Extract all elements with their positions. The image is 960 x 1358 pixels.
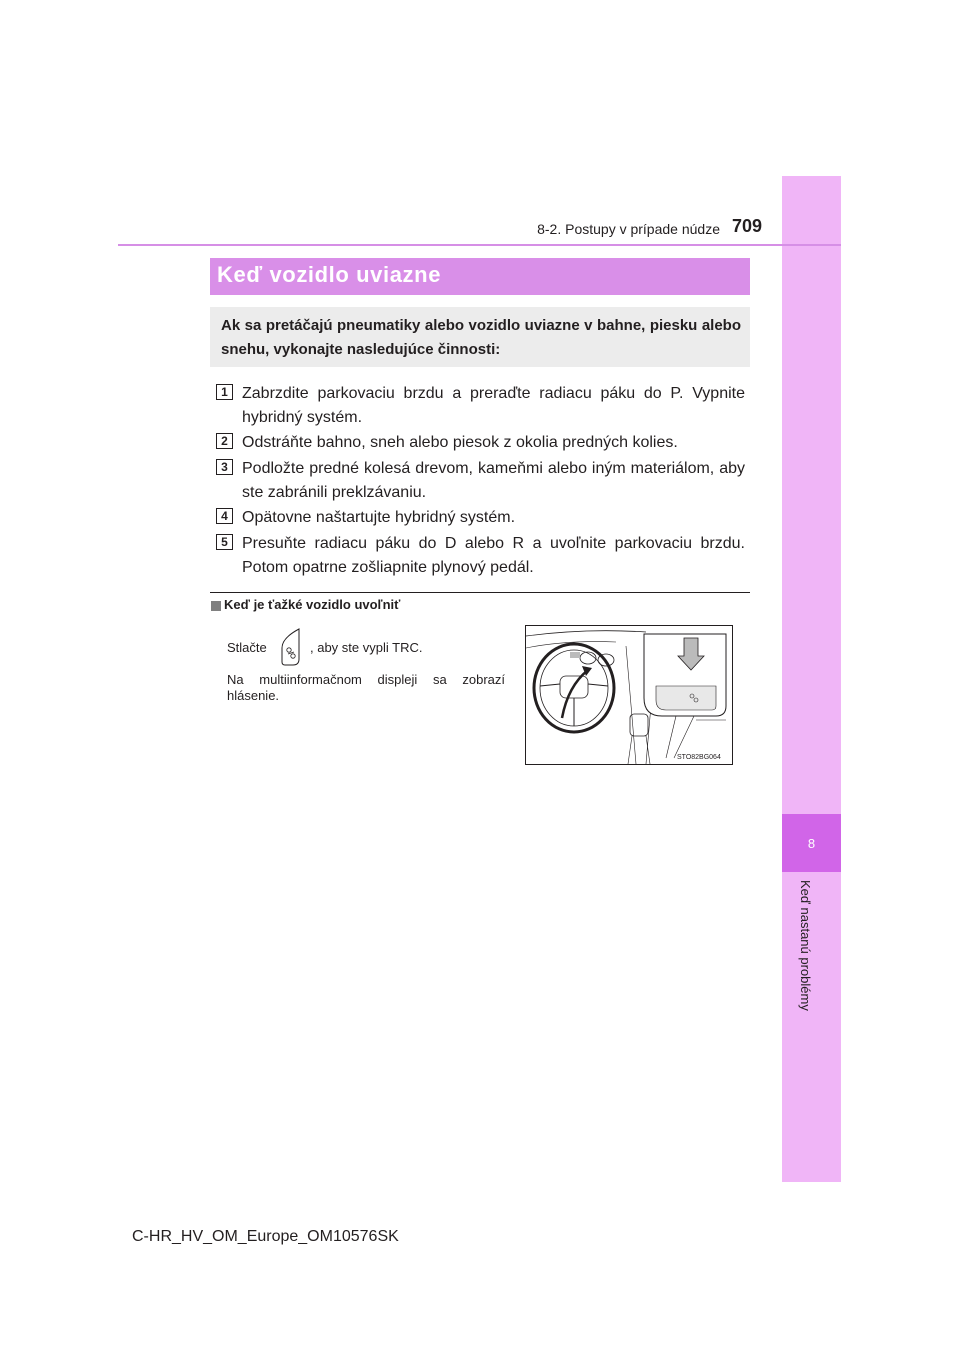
chapter-number-tab <box>782 814 841 872</box>
chapter-label: Keď nastanú problémy <box>798 880 813 1011</box>
step-3-badge: 3 <box>216 459 233 475</box>
footer-document-id: C-HR_HV_OM_Europe_OM10576SK <box>132 1228 399 1245</box>
step-4-text: Opätovne naštartujte hybridný systém. <box>242 509 516 526</box>
step-3-text: Podložte predné kolesá drevom, kameňmi alebo iným materiálom, aby ste zabránili preklzávaniu. <box>242 460 745 501</box>
header-divider <box>118 244 841 246</box>
step-4-badge: 4 <box>216 508 233 524</box>
section-reference: 8-2. Postupy v prípade núdze <box>537 221 720 237</box>
subsection-heading: Keď je ťažké vozidlo uvoľniť <box>224 597 401 612</box>
square-bullet-icon <box>211 601 221 611</box>
note-line-1 <box>227 640 422 655</box>
intro-text: Ak sa pretáčajú pneumatiky alebo vozidlo uviazne v bahne, piesku alebo snehu, vykonajte nasledujúce činnosti: <box>221 317 741 358</box>
illustration-code: STO82BG064 <box>677 754 721 761</box>
step-2-text: Odstráňte bahno, sneh alebo piesok z okolia predných kolies. <box>242 434 678 451</box>
note-after-icon: , aby ste vypli TRC. <box>310 640 423 655</box>
step-2-badge: 2 <box>216 433 233 449</box>
note-before-icon: Stlačte <box>227 640 267 655</box>
step-1-text: Zabrzdite parkovaciu brzdu a preraďte radiacu páku do P. Vypnite hybridný systém. <box>242 385 745 426</box>
step-5-text: Presuňte radiacu páku do D alebo R a uvoľnite parkovaciu brzdu. Potom opatrne zošliapnite plynový pedál. <box>242 535 745 576</box>
chapter-number: 8 <box>807 835 816 851</box>
steering-wheel-drawing <box>526 626 732 764</box>
chapter-label-container <box>798 880 822 1040</box>
section-divider <box>210 592 750 593</box>
page-number: 709 <box>732 216 763 236</box>
note-line-2: Na multiinformačnom displeji sa zobrazí hlásenie. <box>227 672 505 703</box>
step-5-badge: 5 <box>216 534 233 550</box>
dashboard-illustration <box>525 625 733 765</box>
step-1-badge: 1 <box>216 384 233 400</box>
page-title: Keď vozidlo uviazne <box>217 262 442 287</box>
trc-off-switch-icon <box>281 628 303 666</box>
